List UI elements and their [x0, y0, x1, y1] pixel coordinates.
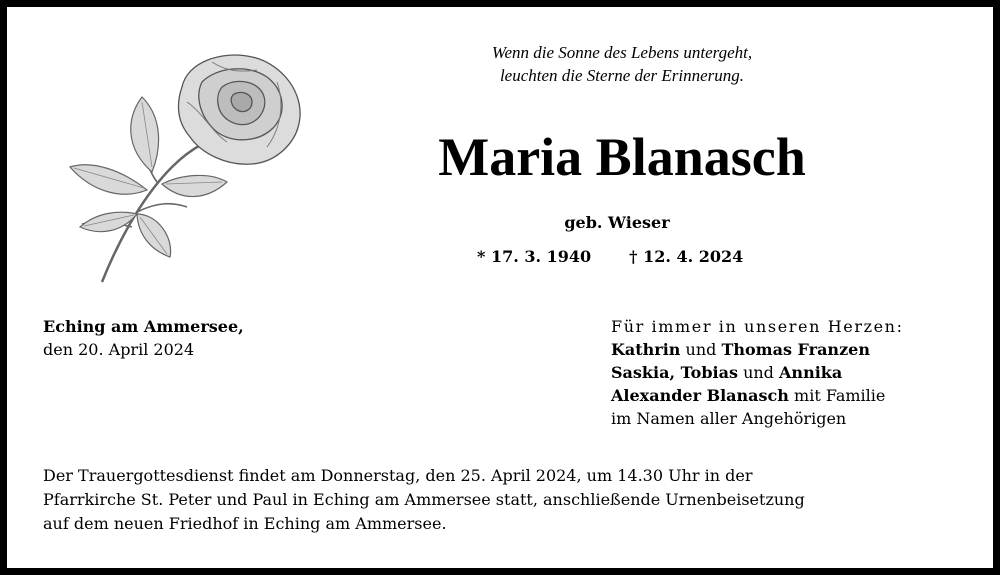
- mourner-name: Alexander Blanasch: [611, 386, 789, 405]
- mourners-closing: im Namen aller Angehörigen: [611, 409, 847, 428]
- rose-icon: [62, 42, 322, 292]
- mourner-suffix: mit Familie: [788, 386, 886, 405]
- date-line: den 20. April 2024: [43, 340, 195, 359]
- place-name: Eching am Ammersee,: [43, 317, 244, 336]
- service-notice: [43, 464, 973, 536]
- maiden-name: geb. Wieser: [564, 213, 670, 232]
- mourners-row: [611, 338, 904, 361]
- mourner-name: Kathrin: [611, 340, 681, 359]
- motto-line-2: leuchten die Sterne der Erinnerung.: [499, 66, 745, 85]
- mourner-name: Saskia, Tobias: [611, 363, 738, 382]
- mourners-row: [611, 361, 904, 384]
- motto-quote: [407, 41, 837, 87]
- mourner-join: und: [737, 363, 780, 382]
- mourner-name: Thomas Franzen: [721, 340, 870, 359]
- motto-line-1: Wenn die Sonne des Lebens untergeht,: [491, 43, 753, 62]
- deceased-name: Maria Blanasch: [438, 127, 806, 187]
- mourner-join: und: [680, 340, 722, 359]
- place-line: [43, 315, 244, 338]
- mourner-name: Annika: [779, 363, 843, 382]
- death-date: † 12. 4. 2024: [629, 247, 744, 266]
- mourners-row: [611, 384, 904, 407]
- service-line-1: Der Trauergottesdienst findet am Donnerstag, den 25. April 2024, um 14.30 Uhr in der: [43, 466, 753, 485]
- service-line-3: auf dem neuen Friedhof in Eching am Ammersee.: [43, 514, 447, 533]
- mourners-lead: Für immer in unseren Herzen:: [611, 317, 904, 336]
- service-line-2: Pfarrkirche St. Peter und Paul in Eching am Ammersee statt, anschließende Urnenbeisetzung: [43, 490, 805, 509]
- birth-date: * 17. 3. 1940: [477, 247, 592, 266]
- life-dates: [477, 247, 777, 266]
- mourners-list: [611, 315, 904, 430]
- place-and-date: [43, 315, 244, 361]
